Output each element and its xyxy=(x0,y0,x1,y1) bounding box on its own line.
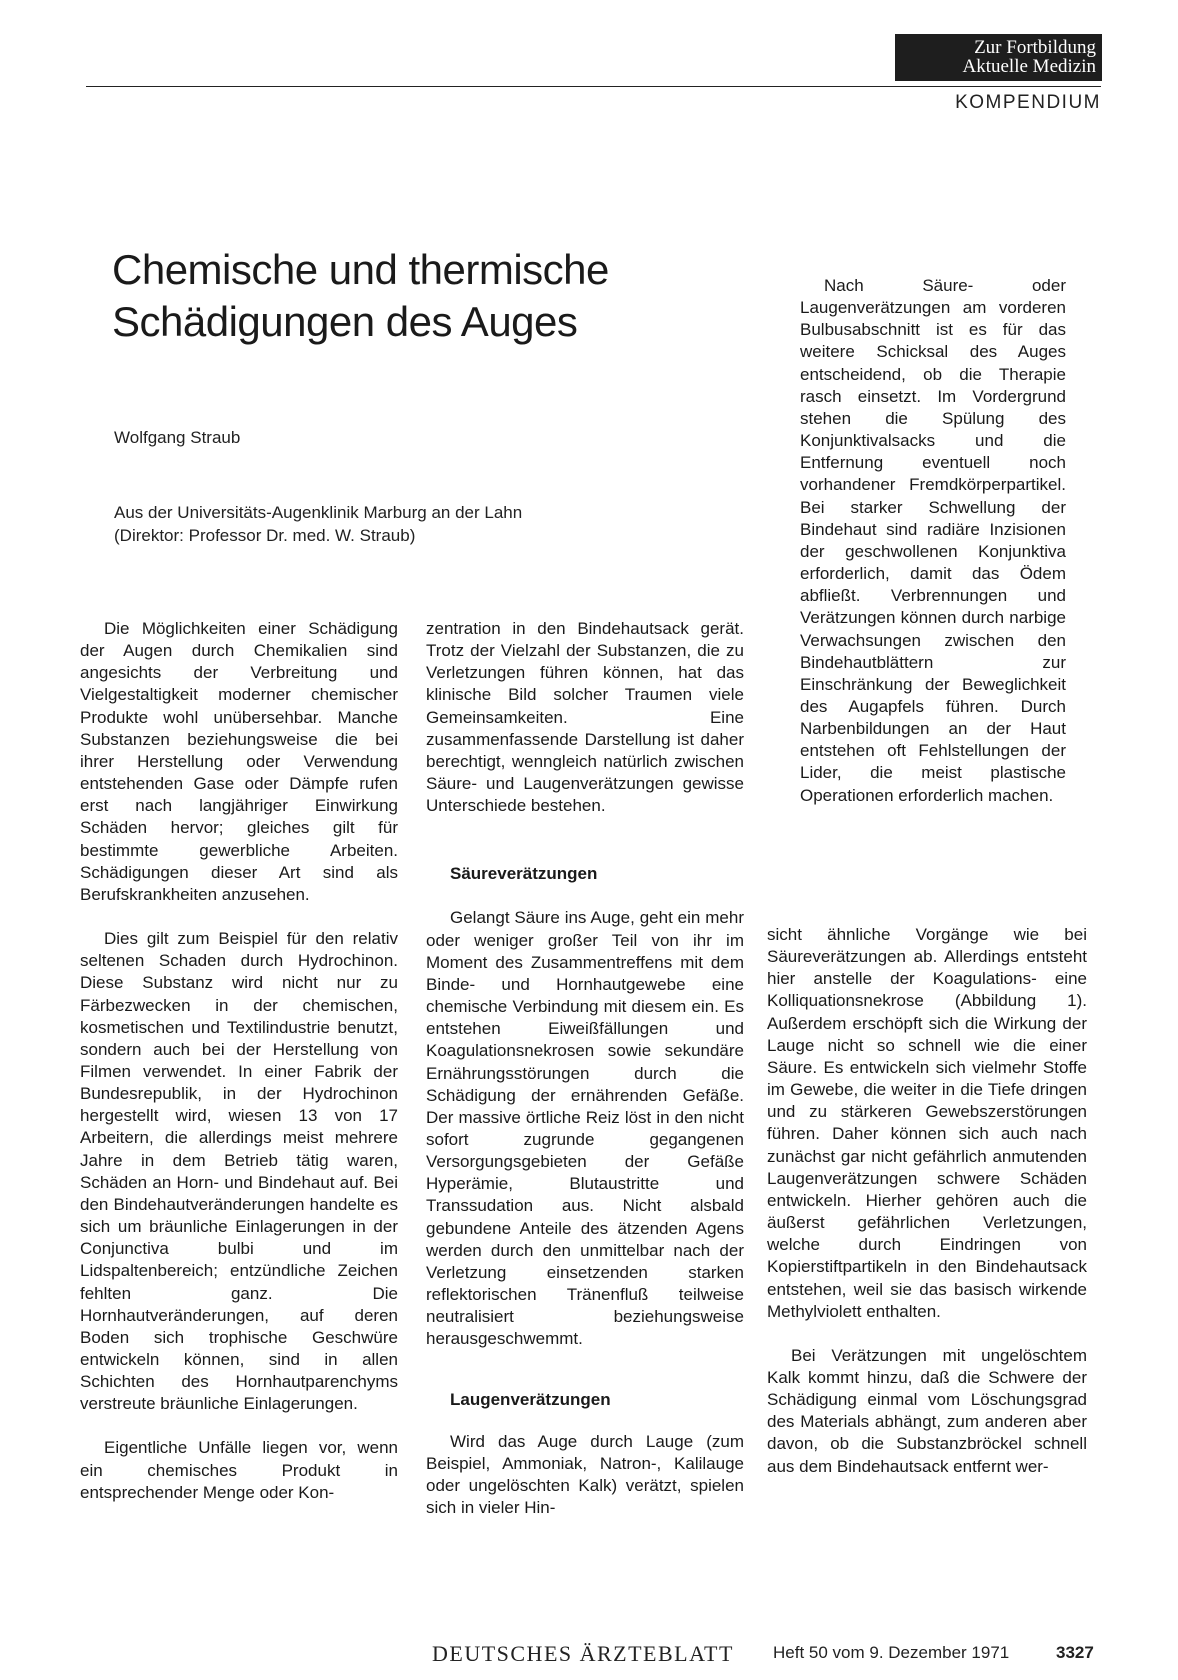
page-number: 3327 xyxy=(1056,1643,1094,1662)
badge-line-aktuelle-medizin: Aktuelle Medizin xyxy=(962,56,1096,77)
col1-paragraph-1: Die Möglichkeiten einer Schädigung der Augen durch Chemikalien sind angesichts der Verbreitung und Vielgestaltigkeit moderner chemischer Produkte wohl unübersehbar. Manche Substanzen beziehungsweise die bei ihrer Herstellung oder Verwendung entstehenden Gase oder Dämpfe rufen erst nach langjähriger Einwirkung Schäden hervor; gleiches gilt für bestimmte gewerbliche Arbeiten. Schädigungen dieser Art sind als Berufskrankheiten anzusehen. xyxy=(80,619,398,904)
col1-paragraph-2: Dies gilt zum Beispiel für den relativ seltenen Schaden durch Hydrochinon. Diese Substanz wird nicht nur zu Färbezwecken in der chemischen, kosmetischen und Textilindustrie benutzt, sondern auch bei der Herstellung von Filmen verwendet. In einer Fabrik der Bundesrepublik, in der Hydrochinon hergestellt wird, wiesen 13 von 17 Arbeitern, die allerdings meist mehrere Jahre in dem Betrieb tätig waren, Schäden an Horn- und Bindehaut auf. Bei den Bindehautveränderungen handelte es sich um bräunliche Einlagerungen in der Conjunctiva bulbi und im Lidspaltenbereich; entzündliche Zeichen fehlten ganz. Die Hornhautveränderungen, auf deren Boden sich trophische Geschwüre entwickeln können, sind in allen Schichten des Hornhautparenchyms verstreute bräunliche Einlagerungen. xyxy=(80,929,398,1414)
heading-saeureveraetzungen: Säureverätzungen xyxy=(450,864,598,884)
col1-paragraph-3: Eigentliche Unfälle liegen vor, wenn ein chemisches Produkt in entsprechender Menge oder Kon- xyxy=(80,1438,398,1502)
col2-acid-paragraph: Gelangt Säure ins Auge, geht ein mehr oder weniger großer Teil von ihr im Moment des Zusammentreffens mit dem Binde- und Hornhautgewebe eine chemische Verbindung mit diesem ein. Es entstehen Eiweißfällungen und Koagulationsnekrosen sowie sekundäre Ernährungsstörungen durch die Schädigung der ernährenden Gefäße. Der massive örtliche Reiz löst in den nicht sofort zugrunde gegangenen Versorgungsgebieten der Gefäße Hyperämie, Blutaustritte und Transsudation aus. Nicht alsbald gebundene Anteile des ätzenden Agens werden durch den unmittelbar nach der Verletzung einsetzenden starken reflektorischen Tränenfluß teilweise neutralisiert beziehungsweise herausgeschwemmt. xyxy=(426,908,744,1349)
affiliation-line-1: Aus der Universitäts-Augenklinik Marburg an der Lahn xyxy=(114,503,523,522)
column-3 xyxy=(767,924,1087,1478)
col3-paragraph-2: Bei Verätzungen mit ungelöschtem Kalk kommt hinzu, daß die Schwere der Schädigung einmal vom Löschungsgrad des Materials abhängt, zum anderen aber davon, ob die Substanzbröckel schnell aus dem Bindehautsack entfernt wer- xyxy=(767,1345,1087,1476)
badge-line-fortbildung: Zur Fortbildung xyxy=(974,37,1096,58)
affiliation-line-2: (Direktor: Professor Dr. med. W. Straub) xyxy=(114,526,416,545)
title-line-2: Schädigungen des Auges xyxy=(112,298,578,345)
section-label: KOMPENDIUM xyxy=(955,92,1101,113)
col2-alkali-paragraph: Wird das Auge durch Lauge (zum Beispiel, Ammoniak, Natron-, Kalilauge oder ungelöschten Kalk) verätzt, spielen sich in vieler Hin- xyxy=(426,1431,744,1517)
column-1 xyxy=(80,618,398,1504)
author-name: Wolfgang Straub xyxy=(114,428,241,447)
col2-paragraph-1: zentration in den Bindehautsack gerät. Trotz der Vielzahl der Substanzen, die zu Verletzungen führen können, hat das klinische Bild solcher Traumen viele Gemeinsamkeiten. Eine zusammenfassende Darstellung ist daher berechtigt, wenngleich natürlich zwischen Säure- und Laugenverätzungen gewisse Unterschiede bestehen. xyxy=(426,619,744,816)
affiliation xyxy=(114,501,522,547)
col3-paragraph-1: sicht ähnliche Vorgänge wie bei Säureverätzungen ab. Allerdings entsteht hier anstelle der Koagulations- eine Kolliquationsnekrose (Abbildung 1). Außerdem erschöpft sich die Wirkung der Lauge nicht so schnell wie die einer Säure. Es entwickeln sich vielmehr Stoffe im Gewebe, die weiter in die Tiefe dringen und zu stärkeren Gewebszerstörungen führen. Daher können sich auch nach zunächst gar nicht gefährlich anmutenden Laugenverätzungen schwere Schäden entwickeln. Hierher gehören auch die äußerst gefährlichen Verletzungen, welche durch Eindringen von Kopierstiftpartikeln in den Bindehautsack entstehen, weil sie das basisch wirkende Methylviolett enthalten. xyxy=(767,925,1087,1321)
header-rule xyxy=(86,86,1101,87)
article-title xyxy=(112,244,752,348)
issue-info: Heft 50 vom 9. Dezember 1971 xyxy=(773,1643,1010,1662)
abstract-text: Nach Säure- oder Laugenverätzungen am vorderen Bulbusabschnitt ist es für das weitere Schicksal des Auges entscheidend, ob die Therapie rasch einsetzt. Im Vordergrund stehen die Spülung des Konjunktivalsacks und die Entfernung eventuell noch vorhandener Fremdkörperpartikel. Bei starker Schwellung der Bindehaut sind radiäre Inzisionen der geschwollenen Konjunktiva erforderlich, damit das Ödem abfließt. Verbrennungen und Verätzungen können durch narbige Verwachsungen zwischen den Bindehautblättern zur Einschränkung der Beweglichkeit des Augapfels führen. Durch Narbenbildungen an der Haut entstehen oft Fehlstellungen der Lider, die meist plastische Operationen erforderlich machen. xyxy=(800,276,1066,805)
column-2 xyxy=(426,618,744,1519)
abstract-column xyxy=(800,275,1066,807)
heading-laugenveraetzungen: Laugenverätzungen xyxy=(450,1389,611,1409)
journal-name: DEUTSCHES ÄRZTEBLATT xyxy=(432,1641,734,1666)
section-badge xyxy=(895,34,1102,81)
title-line-1: Chemische und thermische xyxy=(112,246,609,293)
